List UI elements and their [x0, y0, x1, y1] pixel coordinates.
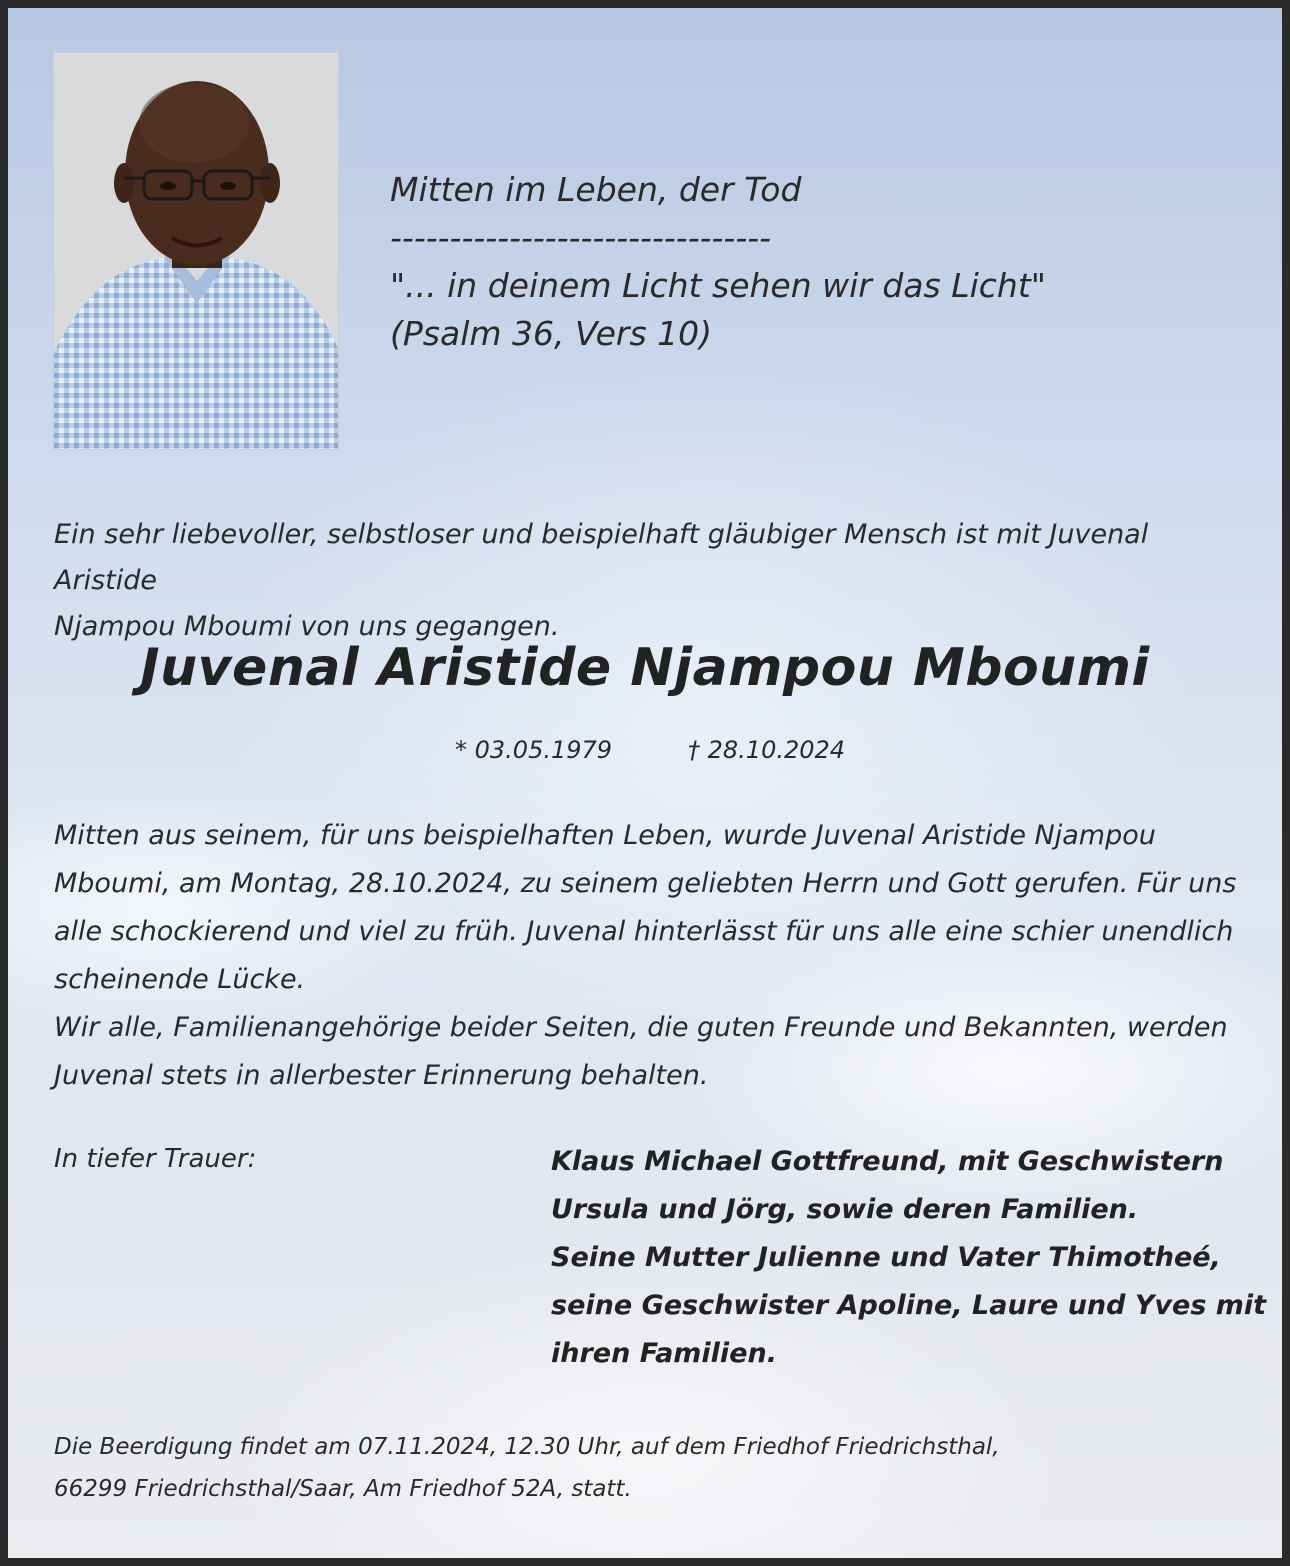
verse-line-1: Mitten im Leben, der Tod: [390, 170, 802, 209]
verse-line-3: (Psalm 36, Vers 10): [390, 314, 713, 353]
funeral-notice: [54, 1426, 1000, 1510]
obituary-card: [8, 8, 1282, 1558]
body-line: Wir alle, Familienangehörige beider Seiten, die guten Freunde und Bekannten, werden: [54, 1012, 1228, 1043]
funeral-line-1: Die Beerdigung findet am 07.11.2024, 12.30 Uhr, auf dem Friedhof Friedrichsthal,: [54, 1434, 1000, 1460]
intro-text: [54, 512, 1254, 650]
body-line: Mboumi, am Montag, 28.10.2024, zu seinem geliebten Herrn und Gott gerufen. Für uns: [54, 868, 1237, 899]
verse-block: [390, 166, 1046, 358]
body-line: alle schockierend und viel zu früh. Juvenal hinterlässt für uns alle eine schier unendlich: [54, 916, 1234, 947]
mourner-line: ihren Familien.: [551, 1338, 777, 1369]
verse-separator: --------------------------------: [390, 218, 772, 257]
intro-line-1: Ein sehr liebevoller, selbstloser und beispielhaft gläubiger Mensch ist mit Juvenal Aristide: [54, 519, 1149, 596]
body-line: scheinende Lücke.: [54, 964, 306, 995]
body-text: [54, 812, 1244, 1100]
mourner-line: Seine Mutter Julienne und Vater Thimotheé,: [551, 1242, 1221, 1273]
death-date: † 28.10.2024: [688, 736, 846, 764]
portrait-photo: [53, 52, 339, 450]
mourners-list: [551, 1138, 1266, 1378]
mourner-line: seine Geschwister Apoline, Laure und Yves mit: [551, 1290, 1267, 1321]
mourner-line: Klaus Michael Gottfreund, mit Geschwistern: [551, 1146, 1224, 1177]
portrait-illustration: [54, 53, 339, 450]
body-line: Juvenal stets in allerbester Erinnerung behalten.: [54, 1060, 709, 1091]
deceased-name: Juvenal Aristide Njampou Mboumi: [140, 638, 1150, 698]
mourning-label: In tiefer Trauer:: [54, 1144, 257, 1174]
body-line: Mitten aus seinem, für uns beispielhaften Leben, wurde Juvenal Aristide Njampou: [54, 820, 1156, 851]
verse-line-2: "... in deinem Licht sehen wir das Licht": [390, 266, 1046, 305]
funeral-line-2: 66299 Friedrichsthal/Saar, Am Friedhof 52A, statt.: [54, 1476, 632, 1502]
mourner-line: Ursula und Jörg, sowie deren Familien.: [551, 1194, 1139, 1225]
intro-line-2: Njampou Mboumi von uns gegangen.: [54, 611, 560, 642]
birth-date: * 03.05.1979: [455, 736, 613, 764]
